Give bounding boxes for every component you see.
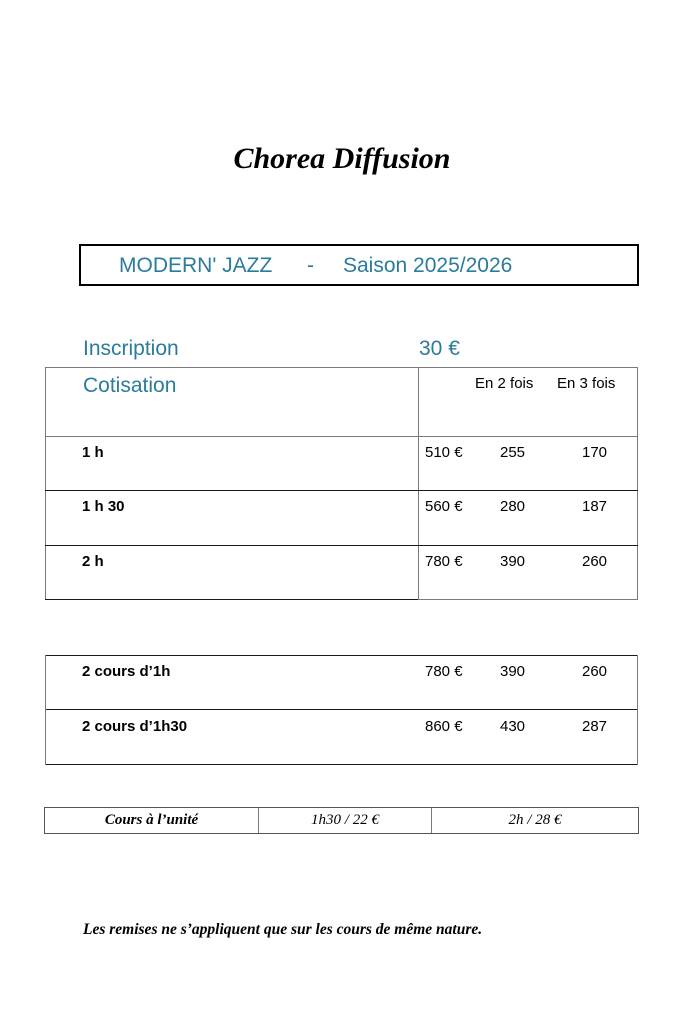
course-name: MODERN' JAZZ [119, 254, 273, 277]
unit-option-2h: 2h / 28 € [508, 812, 562, 828]
course-banner [79, 244, 639, 286]
row-price: 510 € [425, 444, 463, 461]
header-three-installments: En 3 fois [557, 375, 616, 392]
banner-separator: - [307, 254, 314, 277]
row-label: 2 h [82, 553, 104, 570]
row-price: 560 € [425, 498, 463, 515]
combo-two: 390 [500, 663, 526, 680]
row-three: 170 [582, 444, 608, 461]
row-label: 1 h 30 [82, 498, 125, 515]
footnote: Les remises ne s’appliquent que sur les cours de même nature. [83, 921, 483, 938]
unit-label: Cours à l’unité [104, 812, 199, 828]
combo-three: 287 [582, 718, 608, 735]
row-two: 280 [500, 498, 526, 515]
row-two: 390 [500, 553, 526, 570]
row-price: 780 € [425, 553, 463, 570]
unit-price-table [44, 807, 639, 834]
combo-three: 260 [582, 663, 608, 680]
unit-option-1h30: 1h30 / 22 € [311, 812, 379, 828]
row-label: 1 h [82, 444, 104, 461]
combo-label: 2 cours d’1h30 [82, 718, 188, 735]
combo-price: 780 € [425, 663, 463, 680]
combo-label: 2 cours d’1h [82, 663, 171, 680]
row-three: 187 [582, 498, 608, 515]
header-two-installments: En 2 fois [475, 375, 534, 392]
inscription-label: Inscription [83, 337, 179, 360]
season-label: Saison 2025/2026 [343, 254, 513, 277]
page-title: Chorea Diffusion [233, 142, 451, 175]
combo-two: 430 [500, 718, 526, 735]
inscription-price: 30 € [419, 337, 460, 360]
cotisation-label: Cotisation [83, 374, 177, 397]
combo-price: 860 € [425, 718, 463, 735]
row-three: 260 [582, 553, 608, 570]
row-two: 255 [500, 444, 526, 461]
